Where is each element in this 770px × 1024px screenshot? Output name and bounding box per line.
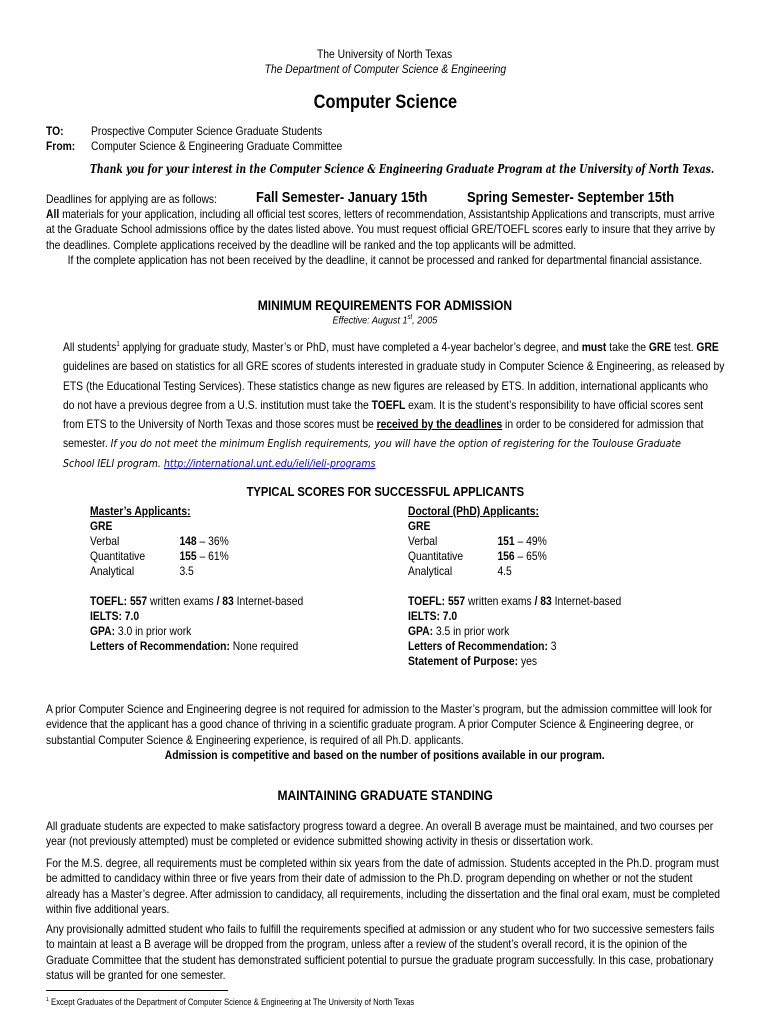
deadline-note: If the complete application has not been received by the deadline, it cannot be processed and ranked for departmental financial assistance. <box>67 253 703 267</box>
min-req-line-2: guidelines are based on statistics for all GRE scores of students interested in graduate study in Computer Science & Engineering, as released by <box>63 359 725 374</box>
table-row: Analytical 3.5 <box>90 564 194 578</box>
masters-ielts: IELTS: 7.0 <box>90 609 140 623</box>
min-req-line-6: semester. If you do not meet the minimum English requirements, you will have the option of registering for the Toulouse Graduate <box>63 436 681 451</box>
fall-deadline: Fall Semester- January 15th <box>256 189 428 206</box>
scores-heading: TYPICAL SCORES FOR SUCCESSFUL APPLICANTS <box>246 484 524 499</box>
page-title: Computer Science <box>313 92 457 113</box>
min-req-line-3: ETS (the Educational Testing Services). These statistics change as new figures are released by ETS. In addition, international applicants who <box>63 378 708 393</box>
standing-p3-line: Graduate Committee that the student has demonstrated sufficient potential to pursue the graduate program successfully. In this case, probationary <box>46 952 714 967</box>
prior-degree-paragraph <box>46 702 734 748</box>
masters-gre-label: GRE <box>90 519 113 533</box>
to-label: TO: <box>46 124 64 138</box>
standing-p1-line: year (not previously attempted) must be completed or evidence submitted showing activity in thesis or dissertation work. <box>46 834 594 849</box>
spring-deadline: Spring Semester- September 15th <box>467 189 675 206</box>
table-row: Quantitative 156 – 65% <box>408 549 547 563</box>
min-req-line-5: from ETS to the University of North Texas and those scores must be received by the deadlines in order to be considered for admission that <box>63 417 704 432</box>
masters-toefl: TOEFL: 557 written exams / 83 Internet-based <box>90 594 304 608</box>
from-label: From: <box>46 139 76 153</box>
masters-lor: Letters of Recommendation: None required <box>90 639 299 653</box>
from-value: Computer Science & Engineering Graduate Committee <box>91 139 343 153</box>
department-name: The Department of Computer Science & Engineering <box>264 62 506 76</box>
doctoral-lor: Letters of Recommendation: 3 <box>408 639 557 653</box>
doctoral-ielts: IELTS: 7.0 <box>408 609 458 623</box>
doctoral-title: Doctoral (PhD) Applicants: <box>408 504 539 518</box>
table-row: Quantitative 155 – 61% <box>90 549 229 563</box>
doctoral-gre-label: GRE <box>408 519 431 533</box>
min-req-line-4: do not have a previous degree from a U.S. institution must take the TOEFL exam. It is the student’s responsibility to have official scores sent <box>63 397 704 412</box>
standing-p1-line: All graduate students are expected to make satisfactory progress toward a degree. An overall B average must be maintained, and two courses per <box>46 819 714 833</box>
standing-p3-line: to maintain at least a B average will be dropped from the program, unless after a review of the student’s overall record, it is the opinion of the <box>46 937 688 952</box>
deadlines-line-3: the deadlines. Complete applications received by the deadline will be ranked and the top applicants will be admitted. <box>46 237 577 252</box>
doctoral-column <box>408 504 621 669</box>
standing-paragraph-3 <box>46 922 734 984</box>
standing-p2-line: within five additional years. <box>46 902 170 917</box>
deadlines-line-2: at the Graduate School admissions office by the dates listed above. You must request official GRE/TOEFL scores early to insure that they arrive by <box>46 222 716 237</box>
footnote: $^1$ Except Graduates of the Department of Computer Science & Engineering at The University of North Texas <box>46 997 415 1007</box>
min-req-line-7: School IELI program. http://international.unt.edu/ieli/ieli-programs <box>63 456 376 470</box>
doctoral-toefl: TOEFL: 557 written exams / 83 Internet-based <box>408 594 622 608</box>
prior-line-2: evidence that the applicant has a good chance of thriving in a scientific graduate program. A prior Computer Science & Engineering degree, or <box>46 717 694 732</box>
doctoral-sop: Statement of Purpose: yes <box>408 654 538 668</box>
doctoral-gpa: GPA: 3.5 in prior work <box>408 624 510 638</box>
min-req-line-1: All students$^1$ applying for graduate study, Master’s or PhD, must have completed a 4-year bachelor’s degree, and must take the GRE test. GRE <box>63 340 719 354</box>
footnote-rule <box>46 990 228 991</box>
doctoral-gre-table <box>408 534 547 579</box>
masters-gpa: GPA: 3.0 in prior work <box>90 624 192 638</box>
deadlines-intro: Deadlines for applying are as follows: <box>46 192 217 206</box>
deadlines-paragraph <box>46 207 734 253</box>
standing-p2-line: already has a Master’s degree. After admission to candidacy, all requirements, including the dissertation and the final oral exam, must be completed <box>46 886 721 901</box>
standing-p2-line: be admitted to candidacy within three or five years from their date of admission to the Ph.D. program depending on whether or not the student <box>46 871 693 886</box>
table-row: Analytical 4.5 <box>408 564 512 578</box>
masters-title: Master’s Applicants: <box>90 504 191 518</box>
admission-competitive: Admission is competitive and based on the number of positions available in our program. <box>165 748 605 762</box>
min-req-paragraph <box>63 335 751 473</box>
prior-line-1: A prior Computer Science and Engineering degree is not required for admission to the Master’s program, but the admission committee will look for <box>46 702 713 716</box>
standing-heading: MAINTAINING GRADUATE STANDING <box>277 787 493 803</box>
standing-p2-line: For the M.S. degree, all requirements must be completed within six years from the date of admission. Students accepted in the Ph.D. program must <box>46 856 719 870</box>
min-req-heading: MINIMUM REQUIREMENTS FOR ADMISSION <box>257 297 513 313</box>
standing-p3-line: Any provisionally admitted student who fails to fulfill the requirements specified at admission or any student who for two successive semesters fails <box>46 922 715 936</box>
table-row: Verbal 148 – 36% <box>90 534 229 548</box>
deadlines-line-1: All materials for your application, including all official test scores, letters of recommendation, Assistantship Applications and transcripts, must arrive <box>46 207 715 221</box>
ieli-programs-link[interactable]: http://international.unt.edu/ieli/ieli-programs <box>163 456 376 470</box>
to-value: Prospective Computer Science Graduate Students <box>91 124 323 138</box>
masters-column <box>90 504 303 654</box>
effective-date: Effective: August 1st, 2005 <box>332 314 438 327</box>
university-name: The University of North Texas <box>317 47 453 61</box>
standing-p3-line: status will be granted for one semester. <box>46 968 226 983</box>
thank-you-line: Thank you for your interest in the Computer Science & Engineering Graduate Program at the University of North Texas. <box>90 161 715 176</box>
prior-line-3: substantial Computer Science & Engineering experience, is required of all Ph.D. applicants. <box>46 732 464 747</box>
standing-paragraph-2 <box>46 856 734 918</box>
masters-gre-table <box>90 534 229 579</box>
table-row: Verbal 151 – 49% <box>408 534 547 548</box>
standing-paragraph-1 <box>46 819 734 850</box>
